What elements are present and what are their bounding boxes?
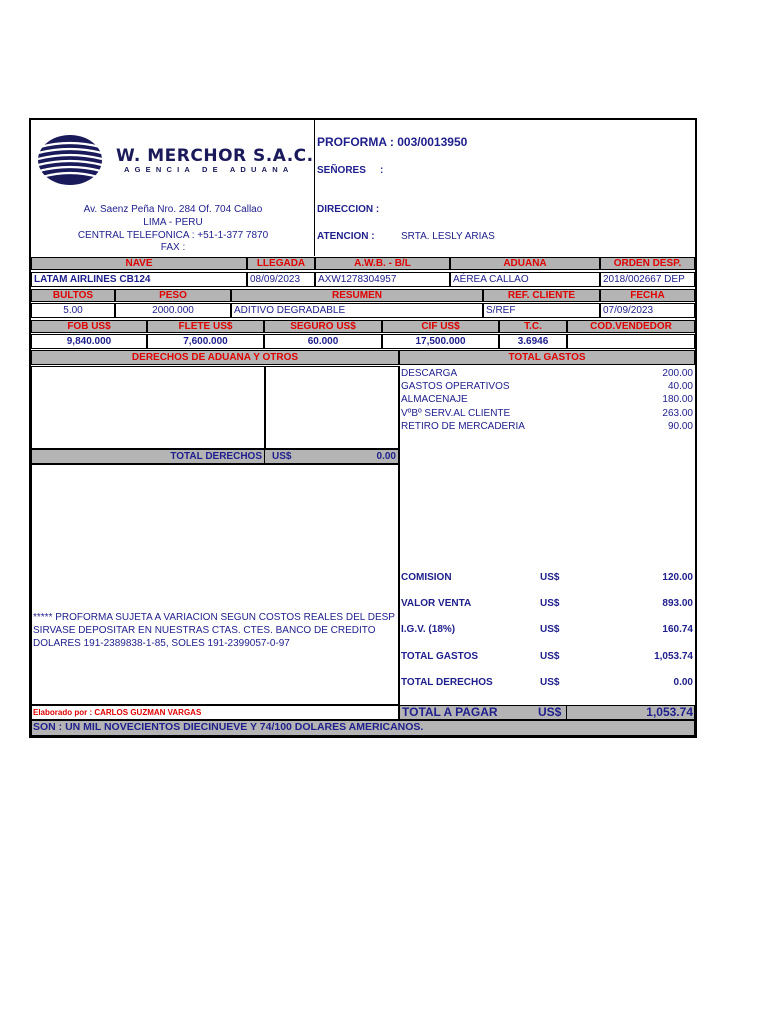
company-logo	[36, 133, 104, 187]
col-header-resumen: RESUMEN	[231, 289, 483, 302]
flete-value: 7,600.000	[147, 334, 264, 349]
col-header-orden: ORDEN DESP.	[600, 257, 695, 270]
nave-value: LATAM AIRLINES CB124	[31, 272, 247, 287]
header-divider	[314, 120, 315, 256]
gasto-value: 200.00	[662, 368, 693, 379]
amount-in-words: SON : UN MIL NOVECIENTOS DIECINUEVE Y 74/100 DOLARES AMERICANOS.	[33, 721, 424, 733]
summary-currency: US$	[540, 572, 560, 583]
notes-box	[31, 464, 399, 705]
ref-cliente-value: S/REF	[483, 303, 600, 318]
note-line: SIRVASE DEPOSITAR EN NUESTRAS CTAS. CTES. BANCO DE CREDITO	[33, 625, 376, 636]
col-header-ref-cliente: REF. CLIENTE	[483, 289, 600, 302]
summary-value: 0.00	[673, 677, 693, 688]
gasto-label: VºBº SERV.AL CLIENTE	[401, 408, 511, 419]
seguro-value: 60.000	[264, 334, 382, 349]
fecha-value: 07/09/2023	[600, 303, 695, 318]
atencion-value: SRTA. LESLY ARIAS	[401, 231, 495, 242]
summary-label: VALOR VENTA	[401, 598, 472, 609]
col-header-aduana: ADUANA	[450, 257, 600, 270]
total-derechos-divider	[264, 449, 265, 464]
col-header-cif: CIF US$	[382, 320, 499, 333]
company-name: W. MERCHOR S.A.C.	[116, 146, 314, 166]
derechos-box-left	[31, 366, 265, 449]
note-line: ***** PROFORMA SUJETA A VARIACION SEGUN COSTOS REALES DEL DESP	[33, 612, 395, 623]
aduana-value: AÉREA CALLAO	[450, 272, 600, 287]
note-line: DOLARES 191-2389838-1-85, SOLES 191-2399057-0-97	[33, 638, 290, 649]
senores-colon: :	[380, 165, 384, 176]
summary-currency: US$	[540, 598, 560, 609]
total-pagar-value: 1,053.74	[646, 705, 693, 719]
company-address: Av. Saenz Peña Nro. 284 Of. 704 Callao	[83, 204, 263, 215]
senores-label: SEÑORES	[317, 165, 366, 176]
total-pagar-currency: US$	[538, 705, 562, 719]
cod-vendedor-value	[567, 334, 695, 349]
summary-label: COMISION	[401, 572, 452, 583]
elaborado-por: Elaborado por : CARLOS GUZMAN VARGAS	[33, 708, 202, 717]
company-city: LIMA - PERU	[143, 217, 203, 228]
summary-value: 893.00	[662, 598, 693, 609]
total-derechos-value: 0.00	[376, 451, 396, 462]
gastos-column-divider	[399, 366, 400, 705]
summary-label: I.G.V. (18%)	[401, 624, 456, 635]
col-header-fecha: FECHA	[600, 289, 695, 302]
proforma-number: PROFORMA : 003/0013950	[317, 135, 468, 149]
company-tagline: AGENCIA DE ADUANA	[124, 165, 294, 174]
direccion-label: DIRECCION :	[317, 204, 380, 215]
col-header-awb: A.W.B. - B/L	[315, 257, 450, 270]
col-header-fob: FOB US$	[31, 320, 147, 333]
peso-value: 2000.000	[115, 303, 231, 318]
globe-icon	[36, 133, 104, 187]
total-derechos-label: TOTAL DERECHOS	[170, 451, 262, 462]
summary-value: 160.74	[662, 624, 693, 635]
col-header-peso: PESO	[115, 289, 231, 302]
col-header-cod-vendedor: COD.VENDEDOR	[567, 320, 695, 333]
summary-value: 120.00	[662, 572, 693, 583]
summary-value: 1,053.74	[654, 651, 693, 662]
resumen-value: ADITIVO DEGRADABLE	[231, 303, 483, 318]
col-header-llegada: LLEGADA	[247, 257, 315, 270]
col-header-bultos: BULTOS	[31, 289, 115, 302]
summary-currency: US$	[540, 677, 560, 688]
atencion-label: ATENCION :	[317, 231, 375, 242]
summary-currency: US$	[540, 624, 560, 635]
awb-value: AXW1278304957	[315, 272, 450, 287]
company-fax: FAX :	[160, 242, 186, 253]
orden-value: 2018/002667 DEP	[600, 272, 695, 287]
col-header-flete: FLETE US$	[147, 320, 264, 333]
gasto-label: RETIRO DE MERCADERIA	[401, 421, 525, 432]
gasto-label: GASTOS OPERATIVOS	[401, 381, 510, 392]
col-header-nave: NAVE	[31, 257, 247, 270]
col-header-seguro: SEGURO US$	[264, 320, 382, 333]
bultos-value: 5.00	[31, 303, 115, 318]
tc-value: 3.6946	[499, 334, 567, 349]
derechos-section-title: DERECHOS DE ADUANA Y OTROS	[31, 350, 399, 365]
gasto-label: ALMACENAJE	[401, 394, 468, 405]
fob-value: 9,840.000	[31, 334, 147, 349]
company-phone: CENTRAL TELEFONICA : +51-1-377 7870	[77, 230, 269, 241]
llegada-value: 08/09/2023	[247, 272, 315, 287]
total-derechos-currency: US$	[272, 451, 292, 462]
total-pagar-label: TOTAL A PAGAR	[402, 705, 498, 719]
total-pagar-divider	[566, 705, 567, 720]
cif-value: 17,500.000	[382, 334, 499, 349]
gasto-value: 180.00	[662, 394, 693, 405]
summary-label: TOTAL DERECHOS	[401, 677, 493, 688]
gasto-value: 263.00	[662, 408, 693, 419]
summary-label: TOTAL GASTOS	[401, 651, 479, 662]
col-header-tc: T.C.	[499, 320, 567, 333]
summary-currency: US$	[540, 651, 560, 662]
gasto-value: 40.00	[667, 381, 693, 392]
derechos-box-right	[265, 366, 399, 449]
gasto-value: 90.00	[667, 421, 693, 432]
gasto-label: DESCARGA	[401, 368, 458, 379]
gastos-section-title: TOTAL GASTOS	[399, 350, 695, 365]
